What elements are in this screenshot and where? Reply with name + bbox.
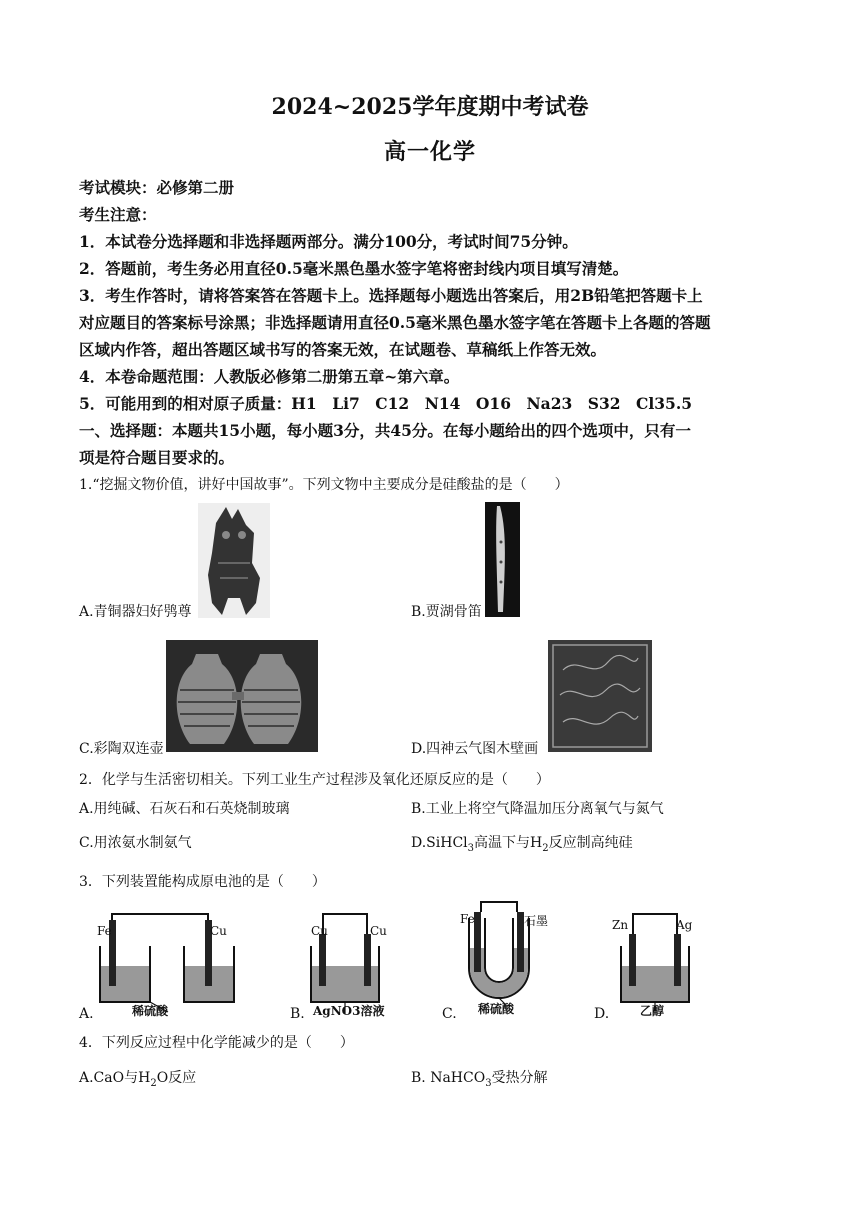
notice-item-5: 5．可能用到的相对原子质量：H1 Li7 C12 N14 O16 Na23 S32 Cl35.5 [79,394,693,413]
wooden-mural-image [548,640,652,752]
q4-stem: 4．下列反应过程中化学能减少的是（ ） [79,1035,354,1051]
d-right-electrode-label: Ag [676,918,693,932]
q4-option-b [411,1067,548,1089]
q2-d-part2: 高温下与H [474,835,543,851]
q3-option-c: C. [442,1006,457,1022]
q1-stem: 1.“挖掘文物价值，讲好中国故事”。下列文物中主要成分是硅酸盐的是（ ） [79,477,569,493]
b-right-electrode-label: Cu [370,924,387,938]
q4-b-part1: B. NaHCO [411,1070,486,1086]
d-solution-label: 乙醇 [640,1004,665,1018]
q4-a-part2: O反应 [156,1070,197,1086]
notice-heading: 考生注意： [79,205,157,224]
notice-item-2: 2．答题前，考生务必用直径0.5毫米黑色墨水签字笔将密封线内项目填写清楚。 [79,259,629,278]
q2-d-part3: 反应制高纯硅 [548,835,633,851]
q1-option-d: D.四神云气图木壁画 [411,741,539,757]
q1-option-c: C.彩陶双连壶 [79,741,164,757]
apparatus-a-diagram [92,910,262,1020]
q4-b-sub: 3 [485,1077,492,1089]
q4-a-sub: 2 [150,1077,157,1089]
q2-stem: 2．化学与生活密切相关。下列工业生产过程涉及氧化还原反应的是（ ） [79,772,550,788]
q4-option-a [79,1067,196,1089]
exam-title: 2024~2025学年度期中考试卷 [271,94,589,120]
q1-option-a: A.青铜器妇好鸮尊 [79,604,192,620]
b-left-electrode-label: Cu [311,924,328,938]
painted-pottery-twin-pot-image [166,640,318,752]
q2-d-part1: D.SiHCl [411,835,468,851]
q2-option-d [411,832,633,854]
exam-module: 考试模块：必修第二册 [79,178,235,197]
c-right-electrode-label: 石墨 [524,914,549,928]
q2-option-c: C.用浓氨水制氨气 [79,835,192,851]
q2-option-a: A.用纯碱、石灰石和石英烧制玻璃 [79,801,290,817]
q3-option-b: B. [290,1006,305,1022]
section-heading: 一、选择题：本题共15小题，每小题3分，共45分。在每小题给出的四个选项中，只有一 [79,421,691,440]
q2-d-sub1: 3 [467,842,475,854]
subject-title: 高一化学 [383,139,476,165]
q2-option-b: B.工业上将空气降温加压分离氧气与氮气 [411,801,664,817]
a-left-electrode-label: Fe [97,924,112,938]
bone-flute-image [485,502,520,617]
c-left-electrode-label: Fe [460,912,475,926]
section-heading-cont: 项是符合题目要求的。 [79,448,235,467]
notice-item-3: 3．考生作答时，请将答案答在答题卡上。选择题每小题选出答案后，用2B铅笔把答题卡上 [79,286,703,305]
a-solution-label: 稀硫酸 [132,1004,169,1018]
bronze-owl-vessel-image [198,503,270,618]
c-solution-label: 稀硫酸 [478,1002,515,1016]
q1-option-b: B.贾湖骨笛 [411,604,482,620]
b-solution-label: AgNO3溶液 [313,1004,385,1018]
notice-item-3-cont: 对应题目的答案标号涂黑；非选择题请用直径0.5毫米黑色墨水签字笔在答题卡上各题的答题 [79,313,711,332]
q3-option-d: D. [594,1006,610,1022]
notice-item-3-cont2: 区域内作答，超出答题区域书写的答案无效，在试题卷、草稿纸上作答无效。 [79,340,607,359]
notice-item-1: 1．本试卷分选择题和非选择题两部分。满分100分，考试时间75分钟。 [79,232,578,251]
q3-stem: 3．下列装置能构成原电池的是（ ） [79,874,326,890]
q3-option-a: A. [79,1006,94,1022]
q2-d-sub2: 2 [542,842,549,854]
d-left-electrode-label: Zn [612,918,629,932]
q4-a-part1: A.CaO与H [79,1070,151,1086]
notice-item-4: 4．本卷命题范围：人教版必修第二册第五章~第六章。 [79,367,460,386]
a-right-electrode-label: Cu [210,924,227,938]
q4-b-part2: 受热分解 [491,1070,548,1086]
